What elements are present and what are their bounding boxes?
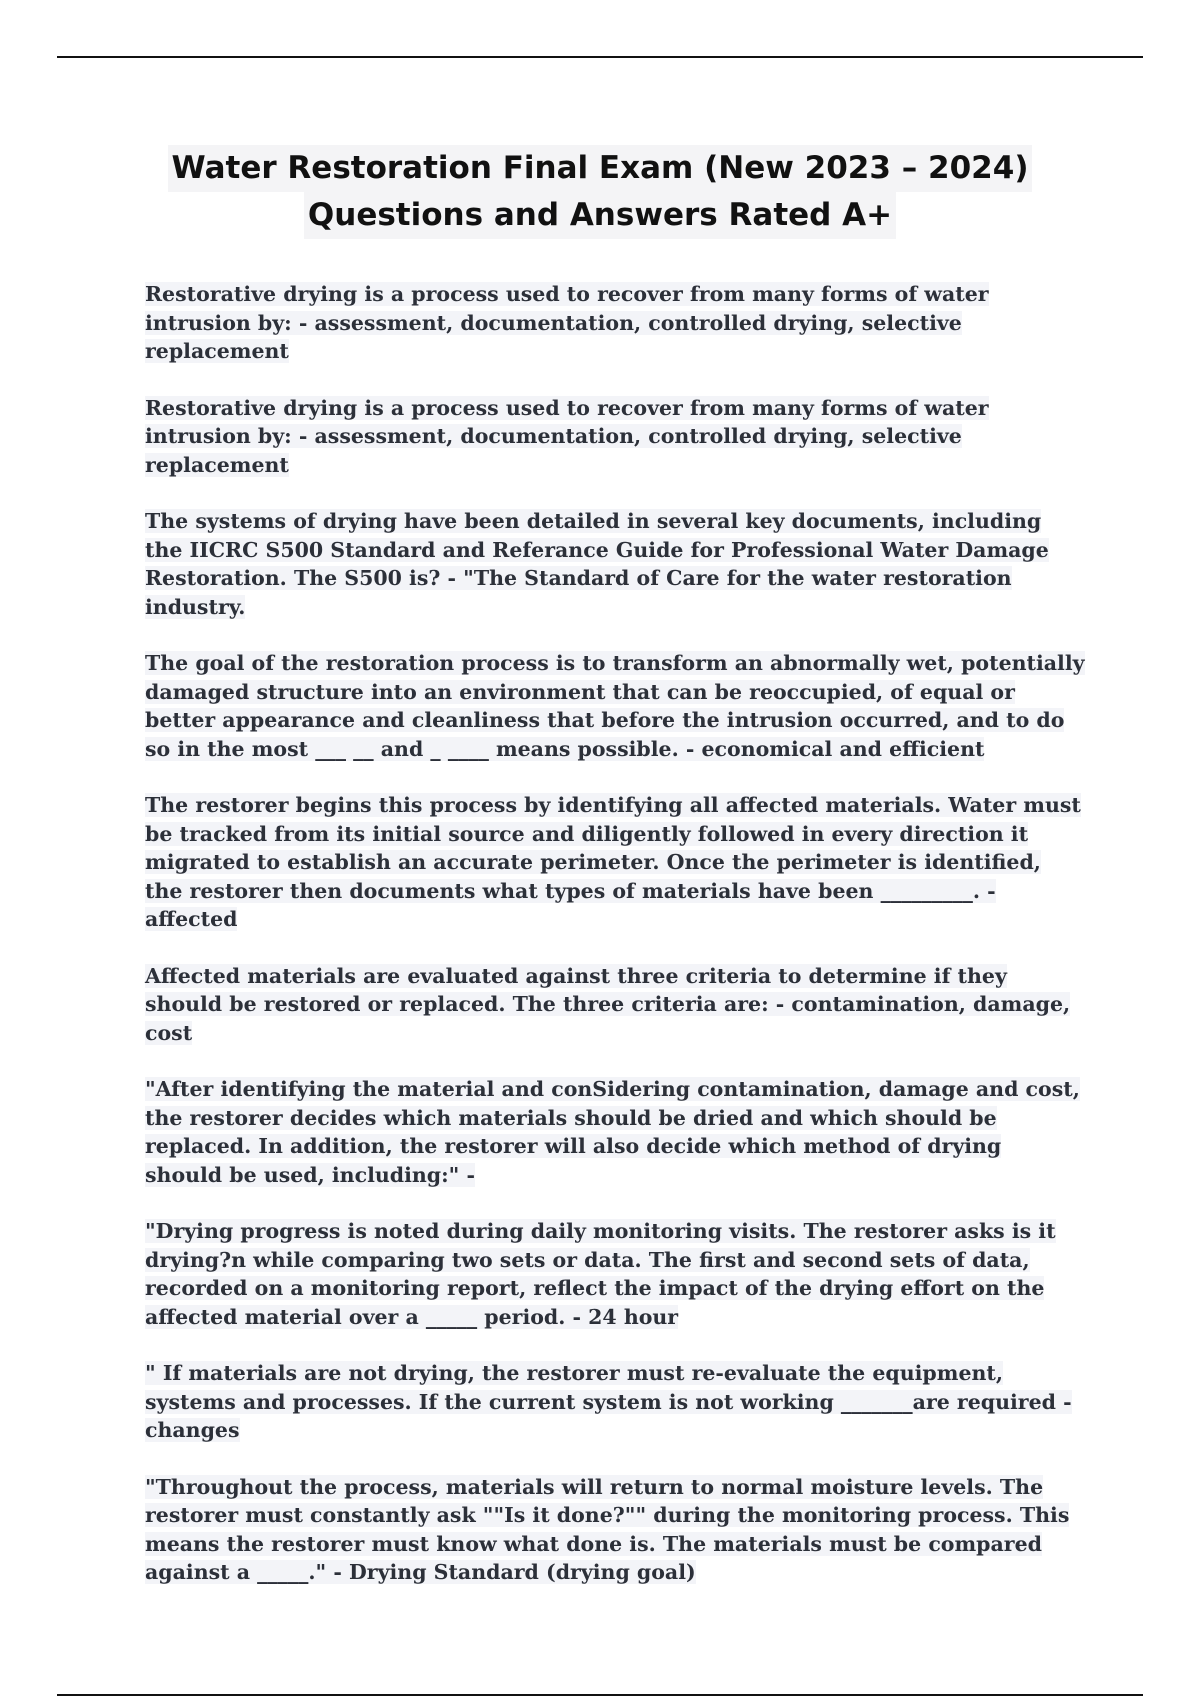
qa-item: The goal of the restoration process is to transform an abnormally wet, potentially damaged structure into an environment that can be reoccupied, of equal or better appearance and cleanliness that before the intrusion occurred, and to do so in the most ___ __ and _ ____ means possible. - economical and efficient (145, 651, 1085, 761)
qa-item: "Drying progress is noted during daily monitoring visits. The restorer asks is it drying?n while comparing two sets or data. The first and second sets of data, recorded on a monitoring report, reflect the impact of the drying effort on the affected material over a _____ period. - 24 hour (145, 1219, 1056, 1329)
qa-item: " If materials are not drying, the restorer must re-evaluate the equipment, systems and processes. If the current system is not working _______are required - changes (145, 1361, 1072, 1442)
qa-list (145, 280, 1085, 1615)
title-line-1: Water Restoration Final Exam (New 2023 – 2024) (168, 145, 1033, 192)
qa-item: "After identifying the material and conSidering contamination, damage and cost, the restorer decides which materials should be dried and which should be replaced. In addition, the restorer will also decide which method of drying should be used, including:" - (145, 1077, 1080, 1187)
qa-item: Restorative drying is a process used to recover from many forms of water intrusion by: - assessment, documentation, controlled drying, selective replacement (145, 282, 989, 363)
qa-item: The restorer begins this process by identifying all affected materials. Water must be tracked from its initial source and diligently followed in every direction it migrated to establish an accurate perimeter. Once the perimeter is identified, the restorer then documents what types of materials have been _________. - affected (145, 793, 1081, 931)
bottom-rule (57, 1694, 1143, 1696)
qa-item: Restorative drying is a process used to recover from many forms of water intrusion by: - assessment, documentation, controlled drying, selective replacement (145, 395, 989, 477)
qa-item: Affected materials are evaluated against three criteria to determine if they should be restored or replaced. The three criteria are: - contamination, damage, cost (145, 963, 1071, 1045)
title-line-2: Questions and Answers Rated A+ (304, 192, 896, 239)
top-rule (57, 56, 1143, 58)
qa-item: "Throughout the process, materials will return to normal moisture levels. The restorer must constantly ask ""Is it done?"" during the monitoring process. This means the restorer must know what done is. The materials must be compared against a _____." - Drying Standard (drying goal) (145, 1474, 1070, 1584)
document-title (0, 145, 1200, 239)
qa-item: The systems of drying have been detailed in several key documents, including the IICRC S500 Standard and Referance Guide for Professional Water Damage Restoration. The S500 is? - "The Standard of Care for the water restoration industry. (145, 509, 1049, 619)
